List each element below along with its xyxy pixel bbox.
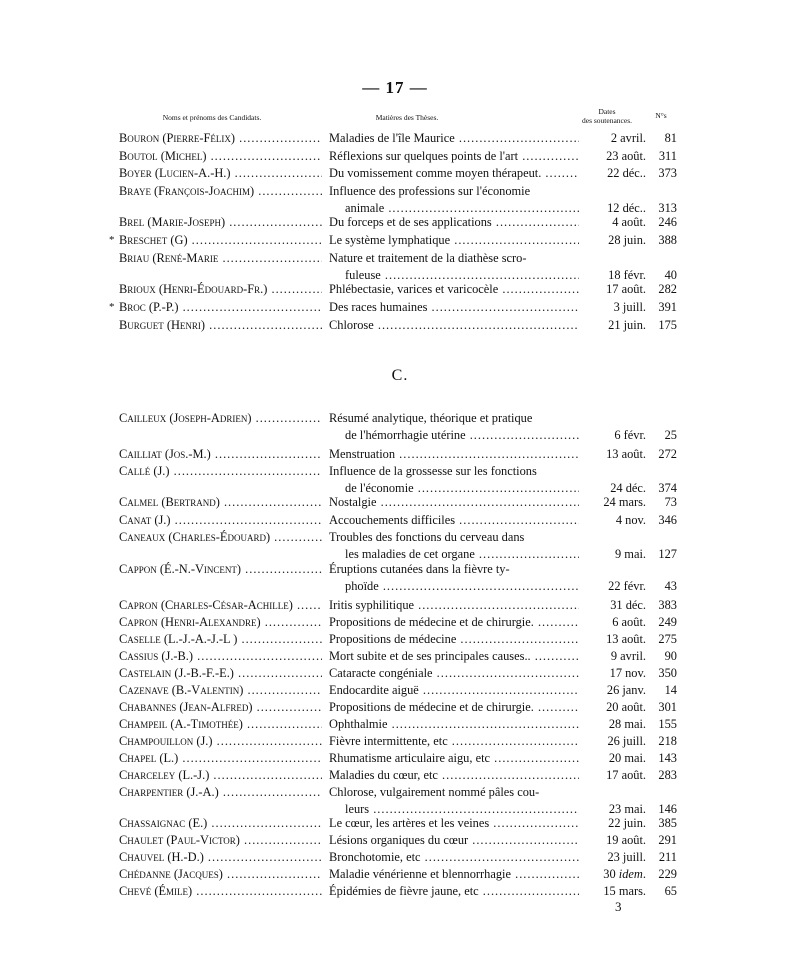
candidate-name: Boyer (Lucien-A.-H.)	[119, 166, 231, 180]
thesis-subject-cell	[329, 183, 579, 200]
table-row	[0, 648, 800, 665]
candidate-name: Charpentier (J.-A.)	[119, 785, 219, 799]
thesis-number: 275	[658, 632, 677, 646]
defense-date: 9 avril.	[610, 649, 646, 663]
defense-date: 17 août.	[606, 768, 646, 782]
defense-date: 26 janv.	[606, 683, 646, 697]
candidate-name-cell	[119, 446, 322, 463]
candidate-name: Brioux (Henri-Édouard-Fr.)	[119, 282, 268, 296]
defense-date: 28 mai.	[608, 717, 646, 731]
thesis-number: 155	[658, 717, 677, 731]
candidate-name-cell	[119, 614, 322, 631]
thesis-number: 73	[664, 495, 677, 509]
candidate-name: Chauvel (H.-D.)	[119, 850, 204, 864]
defense-date: 23 août.	[606, 149, 646, 163]
thesis-number: 246	[658, 215, 677, 229]
table-row	[0, 232, 800, 249]
thesis-number: 81	[664, 131, 677, 145]
thesis-subject: Du forceps et de ses applications	[329, 215, 492, 229]
thesis-subject: Maladies de l'île Maurice	[329, 131, 455, 145]
thesis-subject: Le cœur, les artères et les veines	[329, 816, 490, 830]
candidate-name-cell	[119, 665, 322, 682]
table-row	[0, 281, 800, 298]
table-row	[0, 165, 800, 182]
defense-date: 22 févr.	[608, 579, 646, 593]
candidate-name: Callé (J.)	[119, 464, 170, 478]
thesis-number: 311	[658, 149, 677, 163]
thesis-subject: Éruptions cutanées dans la fièvre ty-	[329, 562, 510, 576]
thesis-subject: Propositions de médecine et de chirurgie.	[329, 615, 534, 629]
defense-date: 17 août.	[606, 282, 646, 296]
thesis-subject: Propositions de médecine et de chirurgie.	[329, 700, 534, 714]
table-row	[0, 250, 800, 267]
thesis-number: 301	[658, 700, 677, 714]
thesis-subject: Lésions organiques du cœur	[329, 833, 469, 847]
table-row	[0, 767, 800, 784]
thesis-subject: Chlorose	[329, 318, 374, 332]
thesis-subject-cell	[329, 214, 579, 231]
candidate-name-cell	[119, 214, 322, 231]
thesis-subject: de l'hémorrhagie utérine	[345, 428, 466, 442]
candidate-name-cell	[119, 410, 322, 427]
thesis-subject-cell	[329, 631, 579, 648]
table-row	[0, 597, 800, 614]
header-numbers: N°s	[655, 111, 667, 120]
table-row	[0, 214, 800, 231]
table-row	[0, 815, 800, 832]
defense-date: 31 déc.	[610, 598, 646, 612]
table-row	[0, 561, 800, 578]
thesis-number: 385	[658, 816, 677, 830]
thesis-subject: Iritis syphilitique	[329, 598, 415, 612]
thesis-subject-cell	[329, 410, 579, 427]
table-row	[0, 410, 800, 427]
candidate-name: Cassius (J.-B.)	[119, 649, 194, 663]
thesis-subject: Cataracte congéniale	[329, 666, 433, 680]
thesis-subject: Du vomissement comme moyen thérapeut.	[329, 166, 542, 180]
thesis-number: 14	[664, 683, 677, 697]
header-candidate-names: Noms et prénoms des Candidats.	[162, 113, 262, 122]
thesis-number: 291	[658, 833, 677, 847]
candidate-name: Breschet (G)	[119, 233, 188, 247]
thesis-subject-cell	[345, 427, 579, 444]
asterisk-mark: *	[109, 301, 115, 313]
candidate-name-cell	[119, 232, 322, 249]
thesis-number: 43	[664, 579, 677, 593]
thesis-subject-cell	[329, 130, 579, 147]
table-row	[0, 699, 800, 716]
thesis-subject: fuleuse	[345, 268, 381, 282]
thesis-subject-cell	[329, 317, 579, 334]
defense-date: 20 août.	[606, 700, 646, 714]
table-row	[0, 716, 800, 733]
candidate-name-cell	[119, 733, 322, 750]
thesis-subject-cell	[329, 716, 579, 733]
thesis-subject-cell	[329, 614, 579, 631]
thesis-subject-cell	[329, 767, 579, 784]
table-row	[0, 494, 800, 511]
table-row	[0, 512, 800, 529]
candidate-name: Broc (P.-P.)	[119, 300, 179, 314]
table-row	[0, 614, 800, 631]
thesis-subject-cell	[329, 148, 579, 165]
candidate-name: Chabannes (Jean-Alfred)	[119, 700, 253, 714]
candidate-name: Braye (François-Joachim)	[119, 184, 255, 198]
candidate-name: Cappon (É.-N.-Vincent)	[119, 562, 242, 576]
thesis-subject: Nostalgie	[329, 495, 377, 509]
table-row	[0, 665, 800, 682]
thesis-subject-cell	[329, 561, 579, 578]
defense-date: 22 déc..	[607, 166, 646, 180]
defense-date: 26 juill.	[607, 734, 646, 748]
defense-date: 17 nov.	[609, 666, 646, 680]
candidate-name: Charceley (L.-J.)	[119, 768, 210, 782]
candidate-name-cell	[119, 784, 322, 801]
candidate-name: Burguet (Henri)	[119, 318, 206, 332]
candidate-name-cell	[119, 716, 322, 733]
candidate-name-cell	[119, 494, 322, 511]
thesis-subject-cell	[329, 682, 579, 699]
thesis-subject-cell	[329, 299, 579, 316]
thesis-subject: Résumé analytique, théorique et pratique	[329, 411, 533, 425]
candidate-name: Canat (J.)	[119, 513, 171, 527]
thesis-number: 146	[658, 802, 677, 816]
thesis-number: 313	[658, 201, 677, 215]
defense-date: 13 août.	[606, 447, 646, 461]
table-row	[0, 183, 800, 200]
thesis-subject-cell	[329, 866, 579, 883]
thesis-subject-cell	[329, 446, 579, 463]
defense-date: 15 mars.	[603, 884, 646, 898]
thesis-subject-cell	[329, 665, 579, 682]
table-row	[0, 148, 800, 165]
table-row	[0, 299, 800, 316]
defense-date: 9 mai.	[615, 547, 646, 561]
thesis-subject-cell	[329, 832, 579, 849]
thesis-subject-cell	[329, 815, 579, 832]
candidate-name: Chapel (L.)	[119, 751, 179, 765]
defense-date: 2 avril.	[610, 131, 646, 145]
thesis-subject: Maladie vénérienne et blennorrhagie	[329, 867, 511, 881]
thesis-subject: Chlorose, vulgairement nommé pâles cou-	[329, 785, 540, 799]
candidate-name: Bouron (Pierre-Félix)	[119, 131, 236, 145]
candidate-name-cell	[119, 648, 322, 665]
asterisk-mark: *	[109, 234, 115, 246]
thesis-number: 90	[664, 649, 677, 663]
thesis-subject: Réflexions sur quelques points de l'art	[329, 149, 519, 163]
thesis-subject: Rhumatisme articulaire aigu, etc	[329, 751, 491, 765]
thesis-subject: Bronchotomie, etc	[329, 850, 421, 864]
thesis-subject: Mort subite et de ses principales causes..	[329, 649, 531, 663]
thesis-number: 229	[658, 867, 677, 881]
section-letter: C.	[391, 367, 409, 384]
defense-date: 4 août.	[612, 215, 646, 229]
defense-date: 23 juill.	[607, 850, 646, 864]
thesis-subject: les maladies de cet organe	[345, 547, 475, 561]
candidate-name: Cailleux (Joseph-Adrien)	[119, 411, 252, 425]
thesis-subject-cell	[345, 578, 579, 595]
thesis-number: 143	[658, 751, 677, 765]
candidate-name: Brel (Marie-Joseph)	[119, 215, 226, 229]
thesis-subject: Troubles des fonctions du cerveau dans	[329, 530, 525, 544]
candidate-name: Caneaux (Charles-Édouard)	[119, 530, 271, 544]
header-defense-dates: Dates des soutenances.	[582, 107, 632, 125]
table-row	[0, 784, 800, 801]
defense-date: 28 juin.	[608, 233, 646, 247]
thesis-number: 373	[658, 166, 677, 180]
table-row	[0, 446, 800, 463]
candidate-name: Calmel (Bertrand)	[119, 495, 220, 509]
candidate-name-cell	[119, 866, 322, 883]
thesis-subject: Ophthalmie	[329, 717, 388, 731]
thesis-subject-cell	[329, 883, 579, 900]
thesis-subject-cell	[329, 597, 579, 614]
thesis-subject-cell	[329, 512, 579, 529]
thesis-number: 218	[658, 734, 677, 748]
header-thesis-subjects: Matières des Thèses.	[375, 113, 439, 122]
thesis-subject-cell	[329, 699, 579, 716]
thesis-subject-cell	[329, 784, 579, 801]
candidate-name: Caselle (L.-J.-A.-J.-L )	[119, 632, 238, 646]
table-row-continuation	[0, 578, 800, 595]
thesis-number: 40	[664, 268, 677, 282]
candidate-name-cell	[119, 750, 322, 767]
table-row	[0, 682, 800, 699]
candidate-name-cell	[119, 512, 322, 529]
thesis-number: 350	[658, 666, 677, 680]
thesis-subject: Influence des professions sur l'économie	[329, 184, 531, 198]
defense-date: 24 mars.	[603, 495, 646, 509]
table-row	[0, 317, 800, 334]
candidate-name: Chédanne (Jacques)	[119, 867, 223, 881]
thesis-subject: Endocardite aiguë	[329, 683, 419, 697]
candidate-name-cell	[119, 883, 322, 900]
defense-date: 6 févr.	[614, 428, 646, 442]
table-row	[0, 130, 800, 147]
candidate-name-cell	[119, 165, 322, 182]
thesis-subject: leurs	[345, 802, 370, 816]
defense-date: 22 juin.	[608, 816, 646, 830]
thesis-number: 346	[658, 513, 677, 527]
thesis-subject: Propositions de médecine	[329, 632, 457, 646]
signature-mark: 3	[615, 899, 622, 914]
candidate-name: Capron (Charles-César-Achille)	[119, 598, 293, 612]
thesis-subject-cell	[329, 463, 579, 480]
candidate-name: Champeil (A.-Timothée)	[119, 717, 243, 731]
thesis-subject: Fièvre intermittente, etc	[329, 734, 448, 748]
thesis-subject: Des races humaines	[329, 300, 428, 314]
thesis-subject: Maladies du cœur, etc	[329, 768, 438, 782]
candidate-name: Champouillon (J.)	[119, 734, 213, 748]
thesis-subject-cell	[329, 648, 579, 665]
candidate-name-cell	[119, 529, 322, 546]
thesis-subject-cell	[329, 165, 579, 182]
candidate-name-cell	[119, 250, 322, 267]
candidate-name: Cailliat (Jos.-M.)	[119, 447, 211, 461]
candidate-name: Boutol (Michel)	[119, 149, 207, 163]
candidate-name-cell	[119, 699, 322, 716]
thesis-number: 283	[658, 768, 677, 782]
thesis-subject-cell	[329, 250, 579, 267]
candidate-name-cell	[119, 561, 322, 578]
thesis-subject-cell	[329, 281, 579, 298]
candidate-name-cell	[119, 281, 322, 298]
thesis-subject: Le système lymphatique	[329, 233, 451, 247]
thesis-number: 127	[658, 547, 677, 561]
candidate-name: Chaulet (Paul-Victor)	[119, 833, 240, 847]
thesis-subject: Épidémies de fièvre jaune, etc	[329, 884, 479, 898]
table-row	[0, 832, 800, 849]
candidate-name-cell	[119, 815, 322, 832]
candidate-name-cell	[119, 832, 322, 849]
thesis-number: 272	[658, 447, 677, 461]
candidate-name-cell	[119, 463, 322, 480]
thesis-number: 175	[658, 318, 677, 332]
candidate-name: Cazenave (B.-Valentin)	[119, 683, 244, 697]
defense-date: 30 idem.	[603, 867, 646, 881]
thesis-subject-cell	[329, 494, 579, 511]
table-row	[0, 631, 800, 648]
candidate-name: Capron (Henri-Alexandre)	[119, 615, 261, 629]
defense-date: 12 déc..	[607, 201, 646, 215]
defense-date: 19 août.	[606, 833, 646, 847]
candidate-name-cell	[119, 682, 322, 699]
defense-date: 21 juin.	[608, 318, 646, 332]
thesis-number: 282	[658, 282, 677, 296]
defense-date: 3 juill.	[613, 300, 646, 314]
thesis-number: 211	[658, 850, 677, 864]
thesis-subject: animale	[345, 201, 385, 215]
page-number: — 17 —	[362, 78, 428, 97]
thesis-number: 25	[664, 428, 677, 442]
defense-date: 18 févr.	[608, 268, 646, 282]
table-row	[0, 883, 800, 900]
thesis-subject-cell	[329, 849, 579, 866]
thesis-number: 65	[664, 884, 677, 898]
table-row-continuation	[0, 427, 800, 444]
candidate-name-cell	[119, 183, 322, 200]
table-row	[0, 463, 800, 480]
thesis-number: 388	[658, 233, 677, 247]
thesis-subject-cell	[329, 529, 579, 546]
candidate-name: Chassaignac (E.)	[119, 816, 208, 830]
candidate-name-cell	[119, 597, 322, 614]
table-row	[0, 849, 800, 866]
thesis-subject: Menstruation	[329, 447, 396, 461]
thesis-subject: Phlébectasie, varices et varicocèle	[329, 282, 499, 296]
candidate-name-cell	[119, 148, 322, 165]
defense-date: 13 août.	[606, 632, 646, 646]
candidate-name-cell	[119, 130, 322, 147]
thesis-number: 391	[658, 300, 677, 314]
defense-date: 4 nov.	[615, 513, 646, 527]
table-row	[0, 750, 800, 767]
candidate-name-cell	[119, 299, 322, 316]
defense-date: 23 mai.	[608, 802, 646, 816]
candidate-name-cell	[119, 767, 322, 784]
thesis-subject: phoïde	[345, 579, 379, 593]
thesis-subject: Accouchements difficiles	[329, 513, 456, 527]
defense-date: 6 août.	[612, 615, 646, 629]
candidate-name-cell	[119, 849, 322, 866]
candidate-name-cell	[119, 631, 322, 648]
thesis-subject: Influence de la grossesse sur les fonctions	[329, 464, 537, 478]
thesis-number: 249	[658, 615, 677, 629]
table-row	[0, 866, 800, 883]
candidate-name: Briau (René-Marie	[119, 251, 219, 265]
thesis-number: 374	[658, 481, 677, 495]
idem-word: idem	[618, 867, 643, 881]
table-row	[0, 529, 800, 546]
thesis-subject-cell	[329, 750, 579, 767]
thesis-subject-cell	[329, 232, 579, 249]
candidate-name: Castelain (J.-B.-F.-E.)	[119, 666, 234, 680]
defense-date: 24 déc.	[610, 481, 646, 495]
candidate-name-cell	[119, 317, 322, 334]
thesis-subject: de l'économie	[345, 481, 414, 495]
candidate-name: Chevé (Émile)	[119, 884, 193, 898]
thesis-subject-cell	[329, 733, 579, 750]
thesis-number: 383	[658, 598, 677, 612]
thesis-subject: Nature et traitement de la diathèse scro-	[329, 251, 527, 265]
table-row	[0, 733, 800, 750]
defense-date: 20 mai.	[608, 751, 646, 765]
